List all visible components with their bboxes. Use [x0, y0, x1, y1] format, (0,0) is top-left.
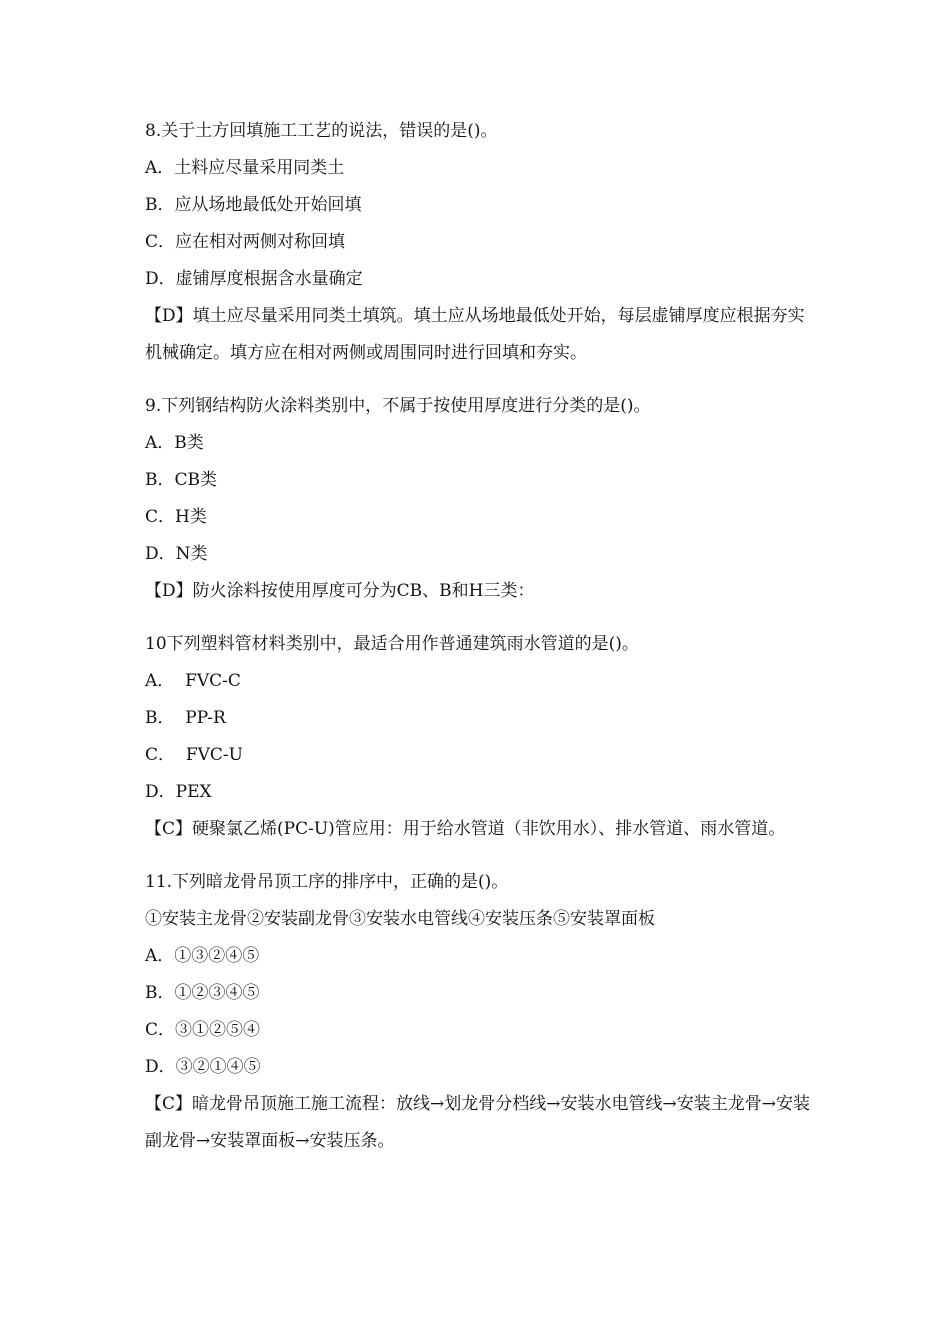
question-10 — [145, 626, 810, 848]
option-a: A．B类 — [145, 433, 204, 453]
option-c: C．③①②⑤④ — [145, 1020, 261, 1040]
question-stem: 10下列塑料管材料类别中，最适合用作普通建筑雨水管道的是()。 — [145, 634, 639, 654]
answer-explanation: 【D】防火涂料按使用厚度可分为CB、B和H三类： — [145, 581, 535, 601]
question-11 — [145, 864, 810, 1160]
question-8 — [145, 113, 810, 372]
option-d: D．③②①④⑤ — [145, 1057, 261, 1077]
option-d: D．虚铺厚度根据含水量确定 — [145, 269, 363, 289]
option-d: D．N类 — [145, 544, 208, 564]
document-page — [145, 113, 810, 1176]
answer-explanation: 【C】暗龙骨吊顶施工施工流程：放线→划龙骨分档线→安装水电管线→安装主龙骨→安装副龙骨→安装罩面板→安装压条。 — [145, 1094, 810, 1151]
option-d: D．PEX — [145, 782, 212, 802]
option-c: C．应在相对两侧对称回填 — [145, 232, 346, 252]
option-b: B．①②③④⑤ — [145, 983, 260, 1003]
question-stem: 11.下列暗龙骨吊顶工序的排序中，正确的是()。 — [145, 872, 509, 892]
option-c: C． FVC-U — [145, 745, 243, 765]
option-a: A．①③②④⑤ — [145, 946, 260, 966]
question-9 — [145, 388, 810, 610]
option-b: B． PP-R — [145, 708, 226, 728]
question-note: ①安装主龙骨②安装副龙骨③安装水电管线④安装压条⑤安装罩面板 — [145, 909, 655, 929]
option-a: A． FVC-C — [145, 671, 241, 691]
question-stem: 8.关于土方回填施工工艺的说法，错误的是()。 — [145, 121, 498, 141]
option-a: A．土料应尽量采用同类土 — [145, 158, 345, 178]
option-b: B．应从场地最低处开始回填 — [145, 195, 362, 215]
option-b: B．CB类 — [145, 470, 217, 490]
option-c: C．H类 — [145, 507, 207, 527]
question-stem: 9.下列钢结构防火涂料类别中，不属于按使用厚度进行分类的是()。 — [145, 396, 651, 416]
answer-explanation: 【D】填土应尽量采用同类土填筑。填土应从场地最低处开始，每层虚铺厚度应根据夯实机械确定。填方应在相对两侧或周围同时进行回填和夯实。 — [145, 306, 805, 363]
answer-explanation: 【C】硬聚氯乙烯(PC-U)管应用：用于给水管道（非饮用水）、排水管道、雨水管道。 — [145, 819, 786, 839]
